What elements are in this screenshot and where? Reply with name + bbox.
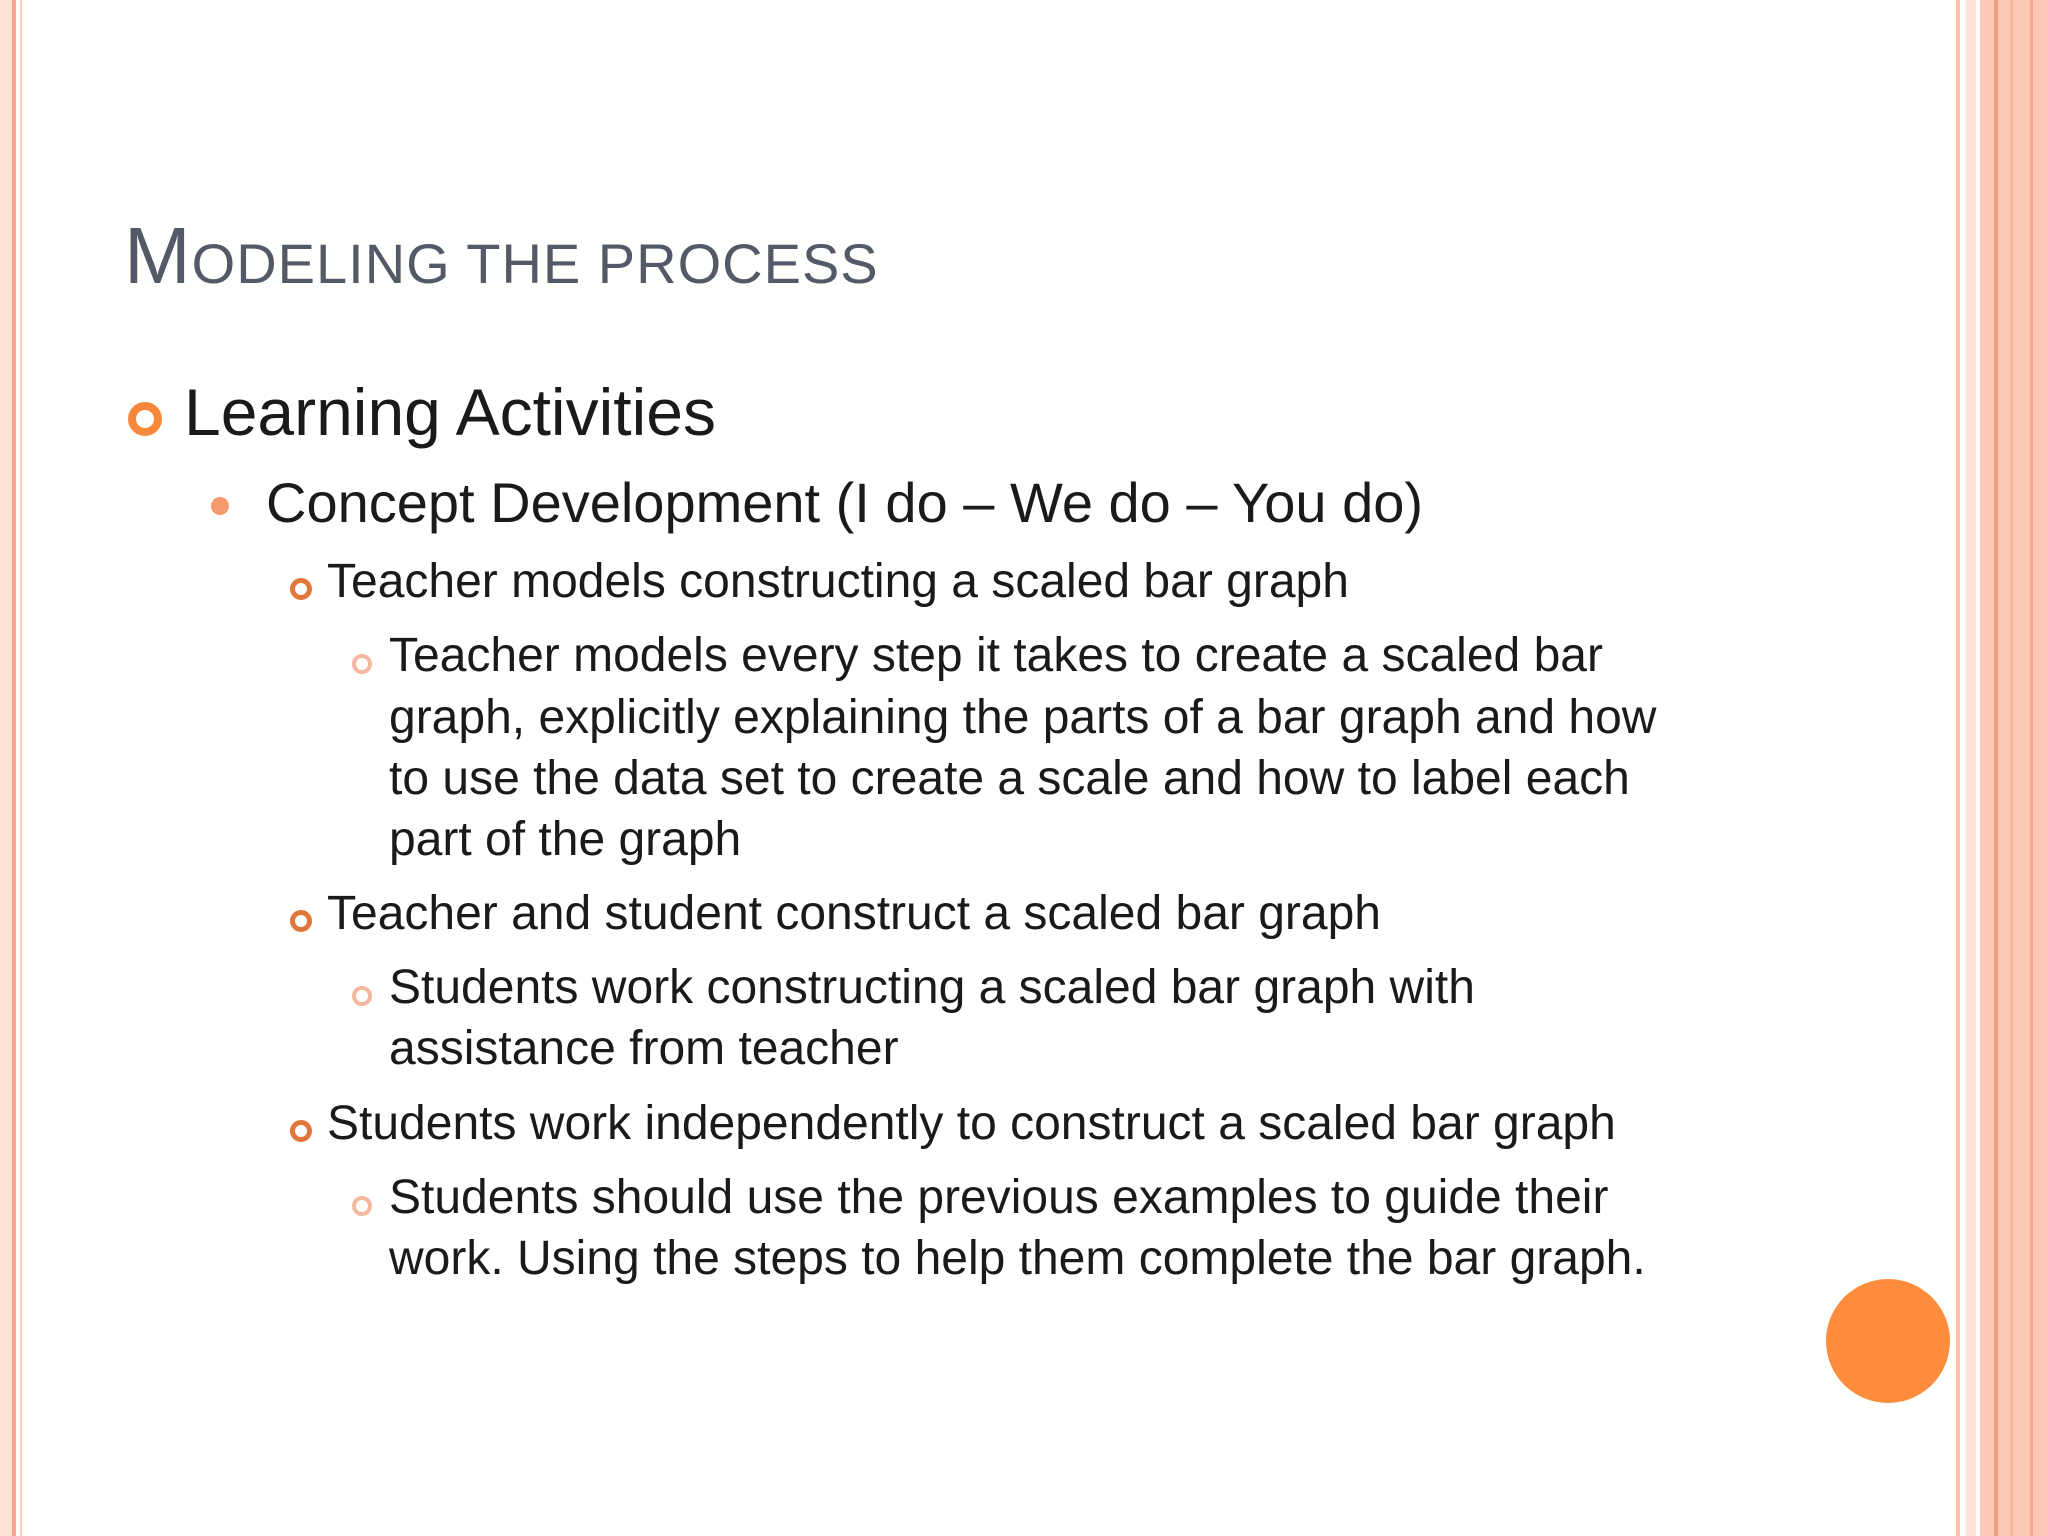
- ring-bullet-icon: [290, 578, 312, 600]
- item-detail-line: graph, explicitly explaining the parts of a bar graph and how: [389, 691, 1657, 744]
- bullet-learning-activities: Learning Activities: [184, 375, 716, 449]
- item-detail-line: to use the data set to create a scale and how to label each: [389, 752, 1630, 805]
- right-panel-stripe: [1994, 0, 1998, 1536]
- left-border-line: [12, 0, 16, 1536]
- title-rest: ODELING THE PROCESS: [191, 232, 879, 295]
- right-border-panel: [1980, 0, 2048, 1536]
- ring-bullet-icon: [290, 1120, 312, 1142]
- item-detail-line: Students work constructing a scaled bar graph with: [389, 961, 1475, 1014]
- item-detail-line: work. Using the steps to help them complete the bar graph.: [389, 1232, 1646, 1285]
- ring-bullet-icon: [352, 1196, 372, 1216]
- item-detail-line: Students should use the previous examples to guide their: [389, 1171, 1609, 1224]
- right-panel-stripe: [2030, 0, 2033, 1536]
- left-border-thin-line: [20, 0, 22, 1536]
- item-heading: Students work independently to construct a scaled bar graph: [327, 1097, 1616, 1150]
- item-heading: Teacher and student construct a scaled bar graph: [327, 887, 1381, 940]
- title-first-letter: M: [124, 211, 192, 300]
- decorative-orange-circle: [1826, 1279, 1950, 1403]
- slide-title: [124, 210, 879, 302]
- item-detail-line: assistance from teacher: [389, 1022, 899, 1075]
- ring-bullet-icon: [352, 654, 372, 674]
- ring-bullet-icon: [290, 910, 312, 932]
- right-border-line: [1956, 0, 1960, 1536]
- dot-bullet-icon: [211, 497, 229, 515]
- ring-bullet-icon: [352, 986, 372, 1006]
- ring-bullet-icon: [128, 402, 162, 436]
- item-heading: Teacher models constructing a scaled bar graph: [327, 555, 1349, 608]
- left-border-band: [0, 0, 12, 1536]
- item-detail-line: part of the graph: [389, 813, 742, 866]
- item-detail-line: Teacher models every step it takes to create a scaled bar: [389, 629, 1603, 682]
- bullet-concept-development: Concept Development (I do – We do – You do): [266, 471, 1424, 534]
- right-panel-stripe: [2010, 0, 2013, 1536]
- right-border-band: [1966, 0, 1976, 1536]
